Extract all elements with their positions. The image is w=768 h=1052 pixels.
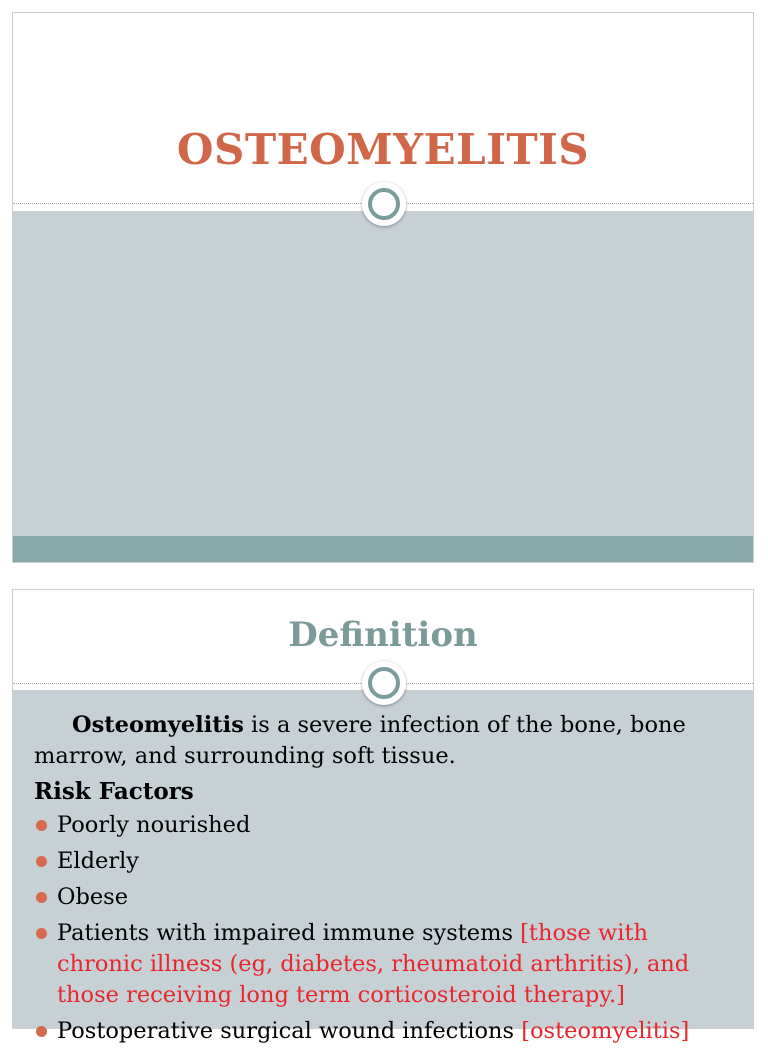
definition-term: Osteomyelitis [72,712,244,738]
ring-ornament-icon [362,182,406,226]
list-item [34,1016,735,1047]
list-item-note: [osteomyelitis] [521,1018,690,1044]
list-item [34,882,735,913]
list-item [34,846,735,877]
slide-title: Definition [288,615,478,655]
ring-ornament-icon [362,661,406,705]
list-item-text: Poorly nourished [57,812,251,838]
list-item-text: Obese [57,884,129,910]
bullet-icon [36,928,47,939]
definition-slide [12,589,754,1044]
definition-paragraph [34,710,735,772]
title-area [13,13,753,205]
risk-factors-list [34,810,735,1047]
definition-text: is a severe infection of the bone, bone marrow, and surrounding soft tissue. [34,712,686,769]
footer-band [13,536,753,562]
risk-factors-heading: Risk Factors [34,778,194,805]
bullet-icon [36,1026,47,1037]
list-item-text: Postoperative surgical wound infections [57,1018,522,1044]
bullet-icon [36,892,47,903]
title-slide [12,12,754,563]
bullet-icon [36,820,47,831]
list-item [34,918,735,1011]
list-item-text: Patients with impaired immune systems [57,920,521,946]
list-item-text: Elderly [57,848,140,874]
slide-title: OSTEOMYELITIS [176,125,590,174]
bullet-icon [36,856,47,867]
list-item-note: [those with chronic illness (eg, diabetes, rheumatoid arthritis), and those receiving long term corticosteroid therapy.] [57,920,690,1008]
slide-content [34,710,735,1052]
list-item [34,810,735,841]
subtitle-area [13,211,753,536]
